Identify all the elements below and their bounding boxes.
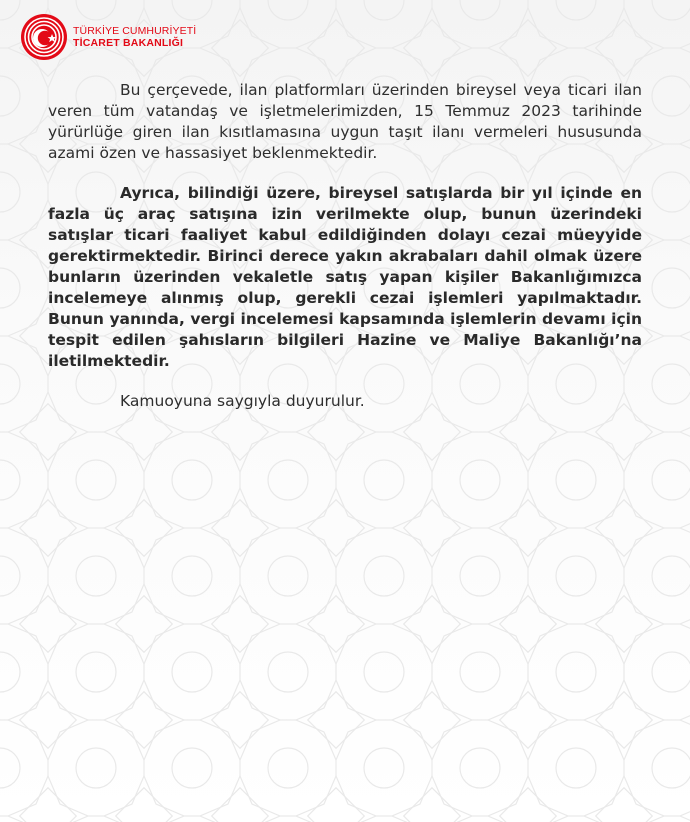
ministry-logo	[20, 12, 196, 62]
logo-text	[73, 25, 196, 49]
closing-statement: Kamuoyuna saygıyla duyurulur.	[120, 392, 365, 410]
logo-line-ministry: TİCARET BAKANLIĞI	[73, 37, 184, 49]
paragraph-sales-limit: Ayrıca, bilindiği üzere, bireysel satışlarda bir yıl içinde en fazla üç araç satışına izin verilmekte olup, bunun üzerindeki satışlar ticari faaliyet kabul edildiğinden dolayı cezai müeyyide gerektirmektedir. Birinci derece yakın akrabaları dahil olmak üzere bunların üzerinden vekaletle satış yapan kişiler Bakanlığımızca incelemeye alınmış olup, gerekli cezai işlemleri yapılmaktadır. Bunun yanında, vergi incelemesi kapsamında işlemlerin devamı için tespit edilen şahısların bilgileri Hazine ve Maliye Bakanlığı’na iletilmektedir.	[48, 184, 642, 370]
crescent-star-emblem-icon	[20, 13, 68, 61]
announcement-body	[48, 80, 642, 431]
logo-line-country: TÜRKİYE CUMHURİYETİ	[73, 25, 197, 37]
paragraph-ad-restriction: Bu çerçevede, ilan platformları üzerinden bireysel veya ticari ilan veren tüm vatandaş ve işletmelerimizden, 15 Temmuz 2023 tarihinde yürürlüğe giren ilan kısıtlamasına uygun taşıt ilanı vermeleri hususunda azami özen ve hassasiyet beklenmektedir.	[48, 81, 642, 162]
